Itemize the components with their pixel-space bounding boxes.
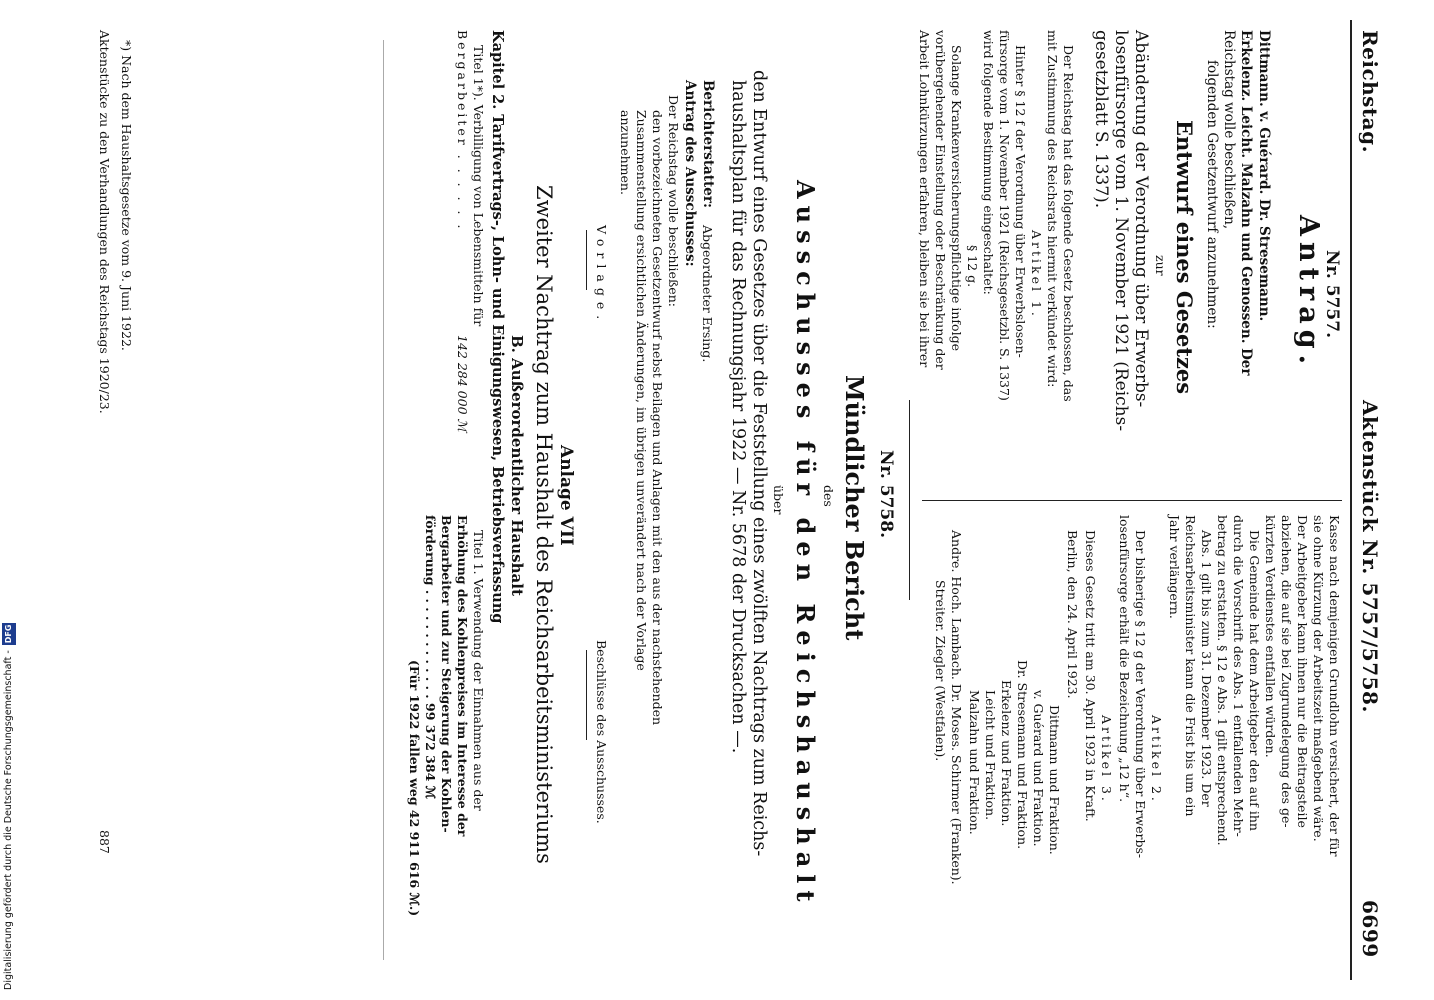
header-rule	[1350, 20, 1352, 980]
doc2-right-title-1: Titel 1. Verwendung der Einnahmen aus der	[471, 530, 486, 811]
doc2-reporter-label: Berichterstatter:	[700, 80, 716, 208]
doc1-number: Nr. 5757.	[1322, 250, 1342, 339]
doc1-signature-8: Streiter. Ziegler (Westfalen).	[933, 580, 948, 762]
header-page-number: 6699	[1358, 900, 1382, 958]
doc1-article-3: Artikel 3.	[1099, 715, 1114, 804]
doc1-col2-line-4: abziehen, die auf sie bei Zugrundelegung des ge-	[1279, 515, 1294, 828]
doc1-para-line-3: Arbeit Lohnkürzungen erfahren, bleiben sie bei ihrer	[917, 30, 932, 368]
doc2-right-title-5: (Für 1922 fallen weg 42 911 616 ℳ.)	[407, 660, 422, 917]
doc2-publication-line: Aktenstücke zu den Verhandlungen des Reichstags 1920/23.	[97, 30, 112, 414]
doc1-date: Berlin, den 24. April 1923.	[1065, 530, 1080, 699]
doc1-col2-line-7: durch die Vorschrift des Abs. 1 entfallenden Mehr-	[1231, 515, 1246, 837]
doc1-col2-line-8: betrag zu erstatten. § 12 e Abs. 1 gilt entsprechend.	[1215, 515, 1230, 846]
doc2-chapter: Kapitel 2. Tarifvertrags-, Lohn- und Einigungswesen, Betriebsverfassung	[489, 30, 506, 624]
doc1-draft-title: Entwurf eines Gesetzes	[1172, 120, 1197, 395]
digitization-text: Digitalisierung gefördert durch die Deutsche Forschungsgemeinschaft -	[3, 650, 14, 990]
doc2-ueber: über	[771, 485, 786, 515]
doc2-motion-line-3: Zusammenstellung ersichtlichen Änderungen, im übrigen unverändert nach der Vorlage	[634, 110, 649, 671]
doc1-para-line-2: vorübergehender Einstellung oder Beschränkung der	[933, 30, 948, 370]
doc1-signature-3: Dr. Stresemann und Fraktion.	[1015, 660, 1030, 850]
doc1-col2-line-5: kürzten Verdienstes entfallen würden.	[1263, 515, 1278, 758]
doc1-art2-line-1: Der bisherige § 12 g der Verordnung über Erwerbs-	[1133, 530, 1148, 859]
doc1-col2-line-9: Abs. 1 gilt bis zum 31. Dezember 1923. Der	[1199, 530, 1214, 807]
doc2-annex: Anlage VII	[556, 445, 576, 546]
doc1-lead-1: Reichstag wolle beschließen,	[1221, 30, 1237, 230]
right-column-rule	[586, 650, 587, 740]
doc2-column-right-head: Beschlüsse des Ausschusses.	[594, 640, 609, 824]
doc1-signature-5: Leicht und Fraktion.	[983, 690, 998, 821]
doc2-section: B. Außerordentlicher Haushalt	[508, 335, 526, 596]
doc2-subject-1: den Entwurf eines Gesetzes über die Feststellung eines zwölften Nachtrags zum Reichs-	[749, 70, 769, 857]
doc1-art3-line-1: Dieses Gesetz tritt am 30. April 1923 in Kraft.	[1083, 530, 1098, 822]
doc2-title: Mündlicher Bericht	[840, 375, 869, 641]
doc1-title: Antrag.	[1293, 215, 1324, 371]
left-column-rule	[586, 230, 587, 290]
doc1-col2-line-10: Reichsarbeitsminister kann die Frist bis um ein	[1183, 515, 1198, 817]
doc2-des: des	[821, 485, 836, 507]
footnote-rule	[383, 40, 384, 960]
doc2-page-number: 887	[97, 830, 112, 854]
doc2-motion-line-4: anzunehmen.	[618, 110, 633, 195]
doc2-left-title-2: Bergarbeiter . . . . . .	[455, 30, 470, 232]
header-left: Reichstag.	[1358, 30, 1382, 154]
doc2-motion-label: Antrag des Ausschusses:	[682, 80, 698, 267]
doc2-subject-2: haushaltsplan für das Rechnungsjahr 1922 — Nr. 5678 der Drucksachen —.	[728, 80, 748, 754]
doc1-intro-2: mit Zustimmung des Reichsrats hiermit verkündet wird:	[1045, 30, 1060, 388]
doc1-subject-3: gesetzblatt S. 1337).	[1091, 30, 1111, 209]
doc2-committee: Ausschusses für den Reichshaushalt	[791, 180, 820, 909]
doc2-column-left-head: Vorlage.	[594, 225, 609, 326]
doc1-col2-line-2: sie ohne Kürzung der Arbeitszeit maßgebend wäre.	[1311, 515, 1326, 842]
section-separator	[909, 400, 910, 600]
doc2-right-title-3: Bergarbeiter und zur Steigerung der Kohlen-	[439, 515, 454, 833]
doc1-art1-line-3: wird folgende Bestimmung eingeschaltet:	[981, 30, 996, 295]
doc2-motion-line-1: Der Reichstag wolle beschließen:	[666, 95, 681, 307]
doc1-authors-2: Erkelenz. Leicht. Malzahn und Genossen. Der	[1238, 30, 1254, 376]
column-divider	[922, 500, 1342, 501]
doc1-signature-4: Erkelenz und Fraktion.	[999, 680, 1014, 827]
doc1-col2-line-1: Kasse nach demjenigen Grundlohn versichert, der für	[1327, 515, 1342, 857]
header-center: Aktenstück Nr. 5757/5758.	[1358, 400, 1382, 713]
doc1-signature-1: Dittmann und Fraktion.	[1047, 705, 1062, 855]
doc1-subject-1: Abänderung der Verordnung über Erwerbs-	[1131, 30, 1151, 408]
doc1-intro-1: Der Reichstag hat das folgende Gesetz beschlossen, das	[1061, 45, 1076, 402]
doc2-footnote: *) Nach dem Haushaltsgesetze vom 9. Juni 1922.	[119, 40, 134, 351]
doc2-number: Nr. 5758.	[876, 450, 896, 539]
dfg-logo: DFG	[2, 623, 16, 646]
doc1-col2-line-3: Der Arbeitgeber kann ihnen nur die Beitragsteile	[1295, 515, 1310, 828]
doc1-article-1: Artikel 1.	[1029, 230, 1044, 319]
doc1-paragraph-12g: § 12 g.	[965, 245, 980, 288]
doc2-left-title-1: Titel 1*). Verbilligung von Lebensmitteln für	[471, 45, 486, 327]
doc1-signature-2: v. Guérard und Fraktion.	[1031, 690, 1046, 847]
doc1-signature-7: Andre. Hoch. Lambach. Dr. Moses. Schirmer (Franken).	[949, 530, 964, 885]
doc2-annex-title: Zweiter Nachtrag zum Haushalt des Reichsarbeitsministeriums	[532, 185, 556, 864]
digitization-note	[2, 600, 16, 990]
doc1-art2-line-2: losenfürsorge erhält die Bezeichnung „12 h“.	[1117, 515, 1132, 803]
doc2-reporter: Abgeordneter Ersing.	[700, 225, 715, 363]
doc1-subject-2: losenfürsorge vom 1. November 1921 (Reichs-	[1111, 30, 1131, 432]
doc2-left-amount: 142 284 000 ℳ	[455, 335, 470, 432]
doc1-para-line-1: Solange Krankenversicherungspflichtige infolge	[949, 45, 964, 351]
doc1-zur: zur	[1153, 255, 1168, 276]
doc1-authors-1: Dittmann. v. Guérard. Dr. Stresemann.	[1256, 30, 1272, 322]
doc2-right-title-2: Erhöhung des Kohlenpreises im Interesse der	[455, 515, 470, 837]
doc1-art1-line-1: Hinter § 12 f der Verordnung über Erwerbslosen-	[1013, 45, 1028, 358]
doc1-col2-line-6: Die Gemeinde hat dem Arbeitgeber den auf ihn	[1247, 530, 1262, 831]
doc1-art1-line-2: fürsorge vom 1. November 1921 (Reichsgesetzbl. S. 1337)	[997, 30, 1012, 401]
doc1-lead-2: folgenden Gesetzentwurf anzunehmen:	[1204, 60, 1220, 329]
doc2-motion-line-2: den vorbezeichneten Gesetzentwurf nebst Beilagen und Anlagen mit den aus der nachstehenden	[650, 110, 665, 726]
doc1-signature-6: Malzahn und Fraktion.	[967, 690, 982, 835]
doc2-right-title-4: förderung . . . . . . . . . . . . . 99 372 384 ℳ	[423, 515, 438, 799]
doc1-article-2: Artikel 2.	[1149, 715, 1164, 804]
doc1-col2-line-11: Jahr verlängern.	[1167, 515, 1182, 619]
